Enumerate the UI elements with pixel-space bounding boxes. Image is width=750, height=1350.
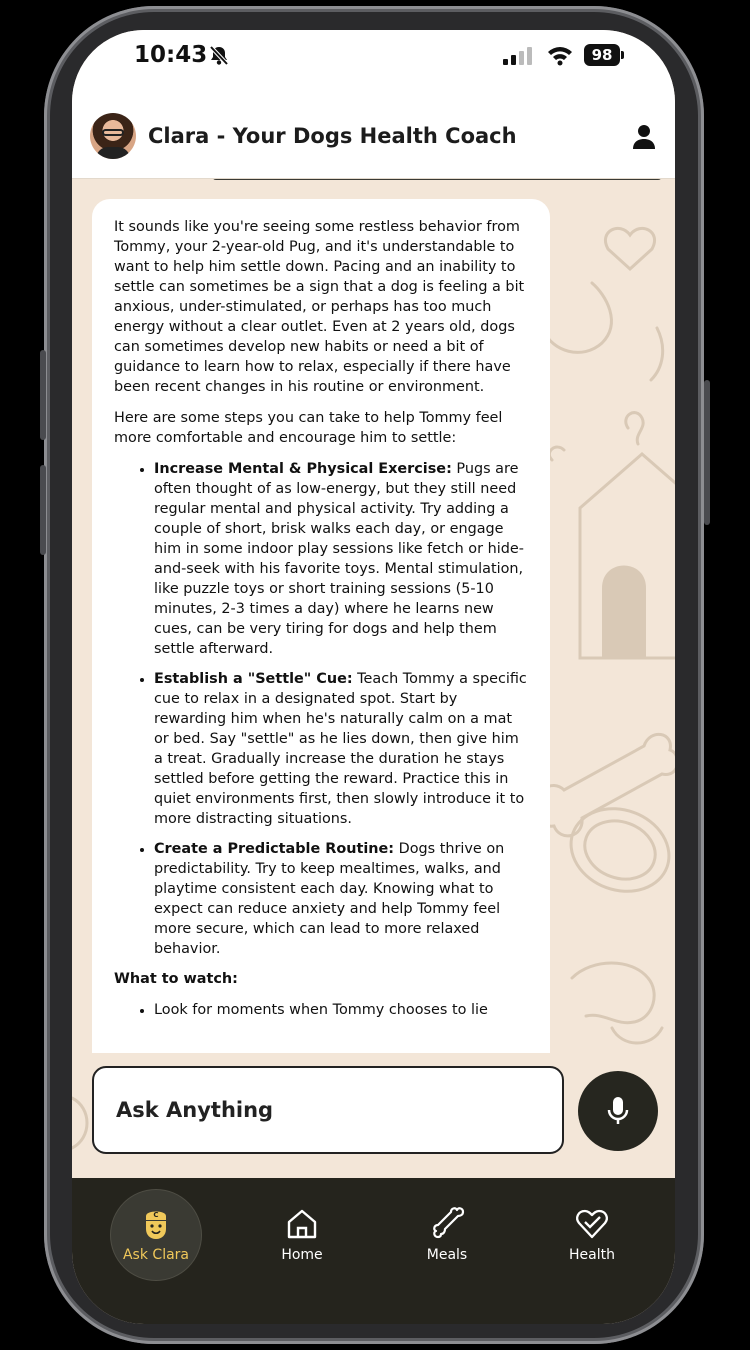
nav-label: Meals bbox=[426, 1247, 468, 1263]
status-time: 10:43 bbox=[134, 42, 208, 68]
bell-off-icon bbox=[208, 44, 230, 66]
app-screen bbox=[72, 30, 675, 1324]
step-title: Establish a "Settle" Cue: bbox=[154, 671, 353, 687]
microphone-icon bbox=[606, 1095, 630, 1127]
step-text: Dogs thrive on predictability. Try to keep mealtimes, walks, and playtime consistent each day. Knowing what to expect can reduce anxiety and help Tommy feel more secure, which can lead to more relaxed behavior. bbox=[154, 841, 505, 957]
cellular-signal-icon bbox=[502, 46, 534, 66]
coach-avatar bbox=[90, 113, 136, 159]
wifi-icon bbox=[546, 44, 574, 66]
assistant-message bbox=[92, 199, 550, 1053]
battery-indicator: 98 bbox=[584, 44, 620, 66]
step-text: Teach Tommy a specific cue to relax in a designated spot. Start by rewarding him when he's naturally calm on a mat or bed. Say "settle" as he lies down, then give him a treat. Gradually increase the duration he stays settled before getting the reward. Practice this in quiet environments first, then slowly introduce it to more distracting situations. bbox=[154, 671, 527, 827]
list-item bbox=[154, 669, 528, 829]
volume-down-button bbox=[40, 465, 46, 555]
svg-text:C: C bbox=[153, 1211, 159, 1219]
steps-list bbox=[114, 459, 528, 959]
watch-list bbox=[114, 1000, 528, 1020]
page-title: Clara - Your Dogs Health Coach bbox=[148, 124, 517, 148]
nav-label: Health bbox=[569, 1247, 615, 1263]
step-title: Increase Mental & Physical Exercise: bbox=[154, 461, 452, 477]
nav-label: Ask Clara bbox=[122, 1247, 189, 1263]
chat-header bbox=[72, 90, 675, 179]
message-steps-intro: Here are some steps you can take to help Tommy feel more comfortable and encourage him to settle: bbox=[114, 410, 503, 446]
message-intro: It sounds like you're seeing some restless behavior from Tommy, your 2-year-old Pug, and it's understandable to want to help him settle down. Pacing and an inability to settle can sometimes be a sign that a dog is feeling a bit anxious, under-stimulated, or perhaps has too much energy without a clear outlet. Even at 2 years old, dogs can sometimes develop new habits or need a bit of guidance to learn how to relax, especially if there have been recent changes in his routine or environment. bbox=[114, 219, 525, 395]
ask-input[interactable] bbox=[92, 1066, 564, 1154]
heart-check-icon bbox=[574, 1206, 610, 1242]
nav-label: Home bbox=[281, 1247, 323, 1263]
list-item bbox=[154, 459, 528, 659]
status-bar bbox=[72, 30, 675, 90]
power-button bbox=[704, 380, 710, 525]
ask-input-placeholder: Ask Anything bbox=[116, 1098, 274, 1122]
volume-up-button bbox=[40, 350, 46, 440]
mic-button[interactable] bbox=[578, 1071, 658, 1151]
bone-icon bbox=[429, 1206, 465, 1242]
list-item: • Look for moments when Tommy chooses to lie bbox=[154, 1000, 528, 1020]
home-icon bbox=[284, 1206, 320, 1242]
step-text: Pugs are often thought of as low-energy, but they still need regular mental and physical activity. Try adding a couple of short, brisk walks each day, or engage him in some indoor play sessions like fetch or hide-and-seek with his favorite toys. Mental stimulation, like puzzle toys or short training sessions (5-10 minutes, 2-3 times a day) where he learns new cues, can be very tiring for dogs and help them settle afterward. bbox=[154, 461, 524, 657]
watch-heading: What to watch: bbox=[114, 971, 238, 987]
profile-icon[interactable] bbox=[632, 124, 656, 150]
chef-dog-icon bbox=[138, 1206, 174, 1244]
step-title: Create a Predictable Routine: bbox=[154, 841, 395, 857]
bottom-nav bbox=[72, 1178, 675, 1324]
list-item bbox=[154, 839, 528, 959]
